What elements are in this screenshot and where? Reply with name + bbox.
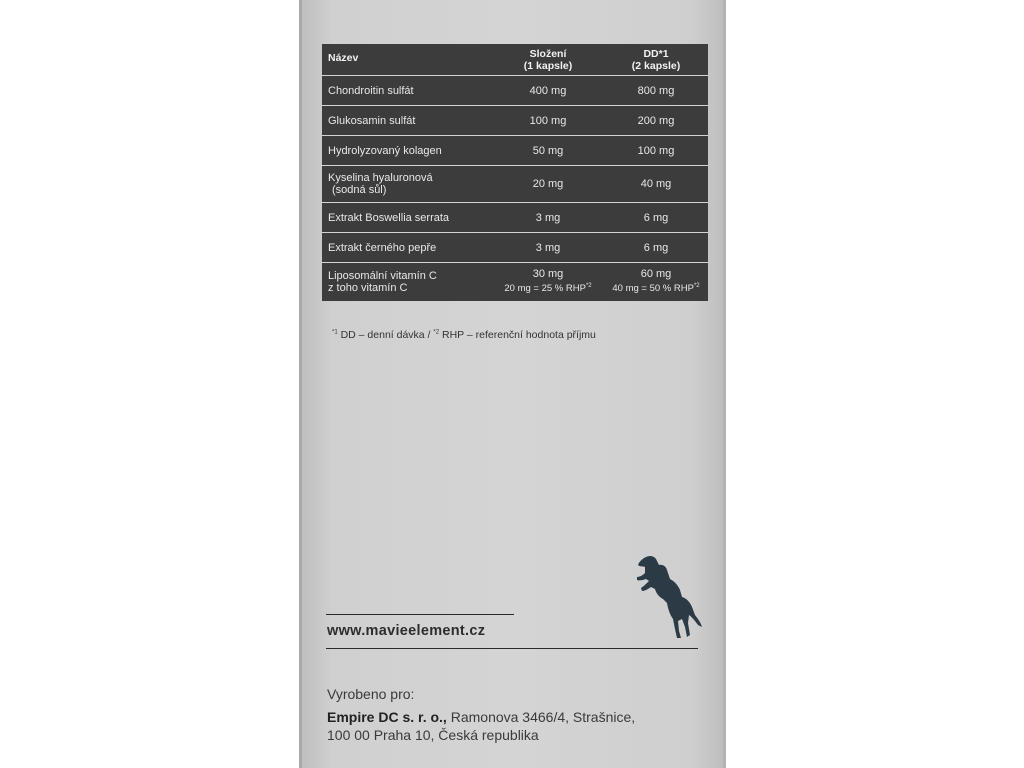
footnote-mark-1: *1 <box>332 329 338 336</box>
table-row <box>322 136 708 166</box>
dose-value: 60 mg <box>640 268 672 281</box>
ingredient-name: Extrakt černého pepře <box>322 233 492 263</box>
ingredient-name: Extrakt Boswellia serrata <box>322 203 492 233</box>
ingredient-name-line1: Kyselina hyaluronová <box>328 172 433 184</box>
table-row <box>322 233 708 263</box>
ingredient-name-line2: z toho vitamín C <box>328 282 408 294</box>
ingredient-name: Hydrolyzovaný kolagen <box>322 136 492 166</box>
divider-bottom <box>326 648 698 649</box>
dose-daily: 800 mg <box>602 76 708 106</box>
ingredient-name <box>322 166 492 203</box>
website-link[interactable]: www.mavieelement.cz <box>327 623 486 639</box>
divider-top <box>326 614 514 615</box>
footnote-mark-2: *2 <box>433 329 440 336</box>
header-dose-1-capsule <box>492 44 602 76</box>
header-daily-dose <box>602 44 708 76</box>
manufacturer-address <box>327 708 687 744</box>
rhp-footnote-mark: *2 <box>585 283 592 290</box>
rearing-horse-icon <box>632 553 704 639</box>
dose-1-capsule: 3 mg <box>492 233 602 263</box>
dose-daily: 40 mg <box>602 166 708 203</box>
made-for-label: Vyrobeno pro: <box>327 686 415 702</box>
ingredient-name: Chondroitin sulfát <box>322 76 492 106</box>
header-dose2-subtitle: (2 kapsle) <box>631 60 681 72</box>
dose-1-capsule: 400 mg <box>492 76 602 106</box>
dose-daily <box>602 263 708 302</box>
rhp-text: 40 mg = 50 % RHP <box>612 283 694 295</box>
dose-daily: 6 mg <box>602 203 708 233</box>
header-name: Název <box>328 52 359 64</box>
box-left-edge <box>299 0 302 768</box>
table-row <box>322 166 708 203</box>
table-footnote <box>332 329 596 341</box>
dose-1-capsule: 50 mg <box>492 136 602 166</box>
footnote-text-1: DD – denní dávka / <box>337 329 434 341</box>
header-dose1-subtitle: (1 kapsle) <box>523 60 573 72</box>
header-dose1-title: Složení <box>529 48 567 60</box>
dose-1-capsule: 20 mg <box>492 166 602 203</box>
dose-daily: 200 mg <box>602 106 708 136</box>
dose-1-capsule <box>492 263 602 302</box>
address-line2: 100 00 Praha 10, Česká republika <box>327 727 539 743</box>
rhp-text: 20 mg = 25 % RHP <box>504 283 586 295</box>
dose-1-capsule: 100 mg <box>492 106 602 136</box>
dose-daily: 100 mg <box>602 136 708 166</box>
footnote-text-2: RHP – referenční hodnota příjmu <box>439 329 596 341</box>
address-line1: Ramonova 3466/4, Strašnice, <box>446 709 636 725</box>
table-row <box>322 76 708 106</box>
dose-value: 30 mg <box>532 268 564 281</box>
header-dose2-title: DD*1 <box>643 48 669 60</box>
ingredient-name-line1: Liposomální vitamín C <box>328 270 437 282</box>
dose-daily: 6 mg <box>602 233 708 263</box>
box-right-edge <box>723 0 726 768</box>
dose-rhp <box>498 280 598 295</box>
ingredient-name: Glukosamin sulfát <box>322 106 492 136</box>
dose-1-capsule: 3 mg <box>492 203 602 233</box>
company-name: Empire DC s. r. o., <box>327 709 447 725</box>
rhp-footnote-mark: *2 <box>693 283 700 290</box>
composition-table <box>322 44 708 301</box>
ingredient-name <box>322 263 492 302</box>
ingredient-name-line2: (sodná sůl) <box>332 184 387 196</box>
table-row <box>322 106 708 136</box>
table-row <box>322 263 708 302</box>
dose-rhp <box>608 280 704 295</box>
table-header-row <box>322 44 708 76</box>
table-row <box>322 203 708 233</box>
